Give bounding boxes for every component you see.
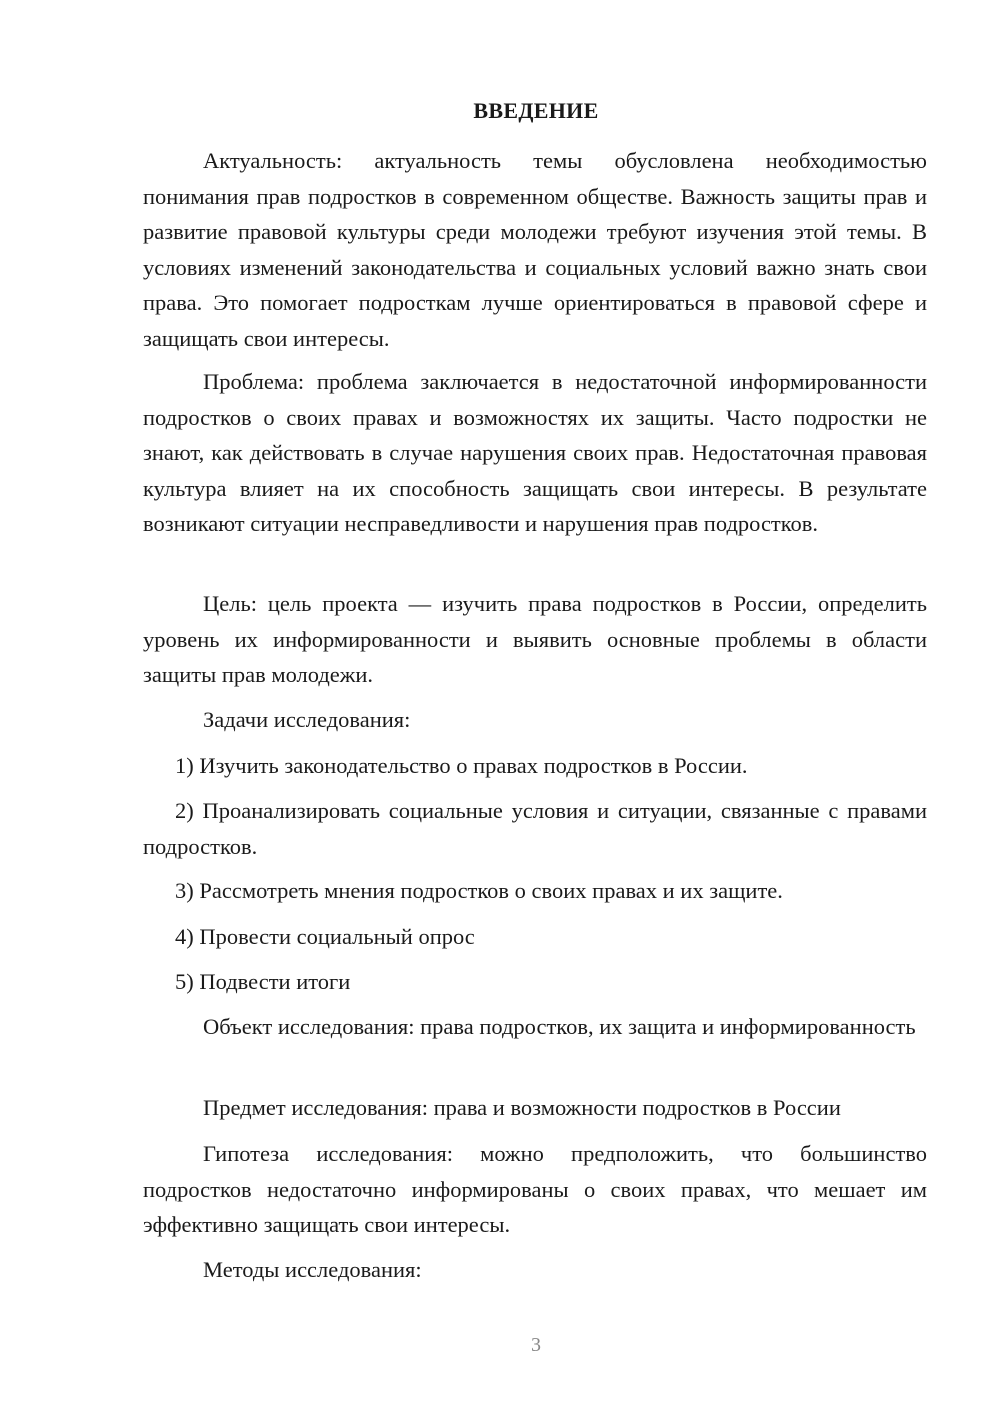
paragraph-methods: Методы исследования: [203,1257,422,1282]
list-item-task-4: 4) Провести социальный опрос [175,924,475,949]
paragraph-relevance: Актуальность: актуальность темы обусловлена необходимостью понимания прав подростков в современном обществе. Важность защиты прав и развитие правовой культуры среди молодежи требуют изучения этой темы. В условиях изменений законодательства и социальных условий важно знать свои права. Это помогает подросткам лучше ориентироваться в правовой сфере и защищать свои интересы. [143,148,927,351]
list-item-task-1: 1) Изучить законодательство о правах подростков в России. [175,753,748,778]
paragraph-subject: Предмет исследования: права и возможности подростков в России [203,1095,841,1120]
list-item-task-3: 3) Рассмотреть мнения подростков о своих правах и их защите. [175,878,783,903]
paragraph-goal: Цель: цель проекта — изучить права подростков в России, определить уровень их информированности и выявить основные проблемы в области защиты прав молодежи. [143,591,927,687]
paragraph-tasks-heading: Задачи исследования: [203,707,411,732]
paragraph-object: Объект исследования: права подростков, их защита и информированность [203,1014,916,1039]
paragraph-problem: Проблема: проблема заключается в недостаточной информированности подростков о своих правах и возможностях их защиты. Часто подростки не знают, как действовать в случае нарушения своих прав. Недостаточная правовая культура влияет на их способность защищать свои интересы. В результате возникают ситуации несправедливости и нарушения прав подростков. [143,369,927,536]
page-title: ВВЕДЕНИЕ [473,98,599,123]
paragraph-hypothesis: Гипотеза исследования: можно предположить, что большинство подростков недостаточно информированы о своих правах, что мешает им эффективно защищать свои интересы. [143,1141,927,1237]
list-item-task-2: 2) Проанализировать социальные условия и ситуации, связанные с правами подростков. [143,798,927,859]
page-number: 3 [531,1334,541,1356]
list-item-task-5: 5) Подвести итоги [175,969,351,994]
